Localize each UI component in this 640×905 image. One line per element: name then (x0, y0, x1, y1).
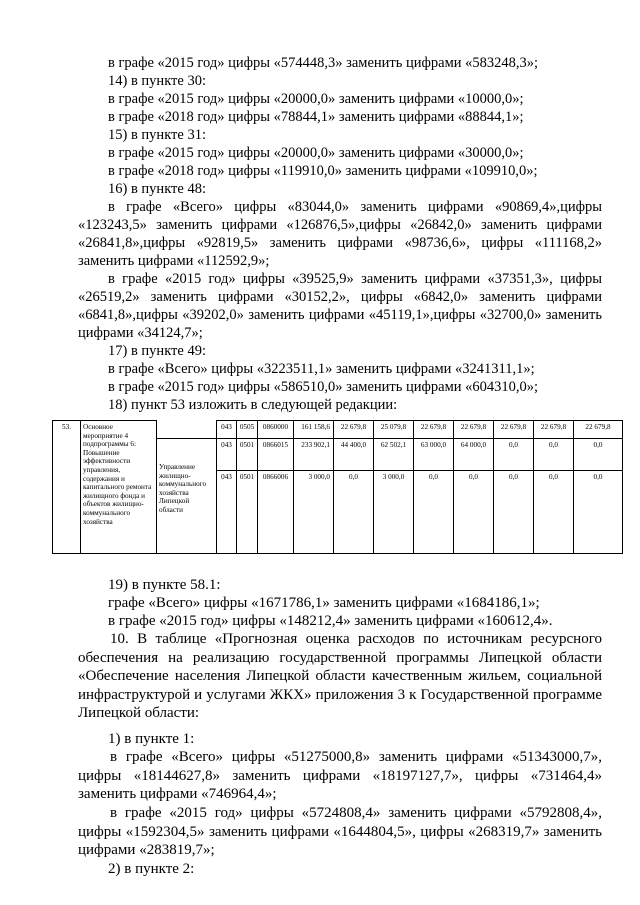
paragraph-item48-total: в графе «Всего» цифры «83044,0» заменить цифрами «90869,4»,цифры «123243,5» заменить цифрами «126876,5»,цифры «26842,0» заменить цифрами «26841,8»,цифры «92819,5» заменить цифрами «98736,6», цифры «111168,2» заменить цифрами «112592,9»; (78, 199, 602, 269)
table-cell: 0,0 (494, 439, 534, 471)
table-cell: 0,0 (574, 439, 623, 471)
table-cell: 25 079,8 (374, 421, 414, 439)
table-cell: 22 679,8 (334, 421, 374, 439)
table-cell: 0505 (237, 421, 258, 439)
table-cell: 0866006 (258, 470, 294, 553)
executor-cell: Управление жилищно-коммунального хозяйства Липецкой области (157, 439, 217, 554)
table-cell: 22 679,8 (414, 421, 454, 439)
text-line: 2) в пункте 2: (108, 861, 195, 877)
text-line: в графе «Всего» цифры «3223511,1» заменить цифрами «3241311,1»; (108, 361, 535, 377)
table-cell: 62 502,1 (374, 439, 414, 471)
table-cell: 0860000 (258, 421, 294, 439)
text-line: в графе «2018 год» цифры «78844,1» заменить цифрами «88844,1»; (108, 109, 524, 125)
table-cell: 64 000,0 (454, 439, 494, 471)
table-cell: 043 (217, 439, 237, 471)
text-line: 14) в пункте 30: (108, 73, 206, 89)
text-line: в графе «2015 год» цифры «148212,4» заменить цифрами «160612,4». (108, 613, 553, 629)
text-line: 16) в пункте 48: (108, 181, 206, 197)
section-10-paragraph: 10. В таблице «Прогнозная оценка расходов по источникам ресурсного обеспечения на реализацию государственной программы Липецкой области «Обеспечение населения Липецкой области качественным жильем, социальной инфраструктурой и услугами ЖКХ» приложения 3 к Государственной программе Липецкой области: (78, 631, 602, 722)
row-number-cell: 53. (53, 421, 81, 554)
table-cell: 161 158,6 (294, 421, 334, 439)
description-cell: Основное мероприятие 4 подпрограммы 6: Повышение эффективности управления, содержания и капитального ремонта жилищного фонда и объектов жилищно-коммунального хозяйства (81, 421, 157, 554)
text-line: 17) в пункте 49: (108, 343, 206, 359)
executor-spacer-cell (157, 421, 217, 439)
table-cell: 3 000,0 (374, 470, 414, 553)
table-cell: 043 (217, 470, 237, 553)
paragraph-item1-2015: в графе «2015 год» цифры «5724808,4» заменить цифрами «5792808,4», цифры «1592304,5» заменить цифрами «1644804,5», цифры «268319,7» заменить цифрами «283819,7»; (78, 805, 602, 859)
text-line: в графе «2015 год» цифры «20000,0» заменить цифрами «10000,0»; (108, 91, 524, 107)
text-line: графе «Всего» цифры «1671786,1» заменить цифрами «1684186,1»; (108, 595, 540, 611)
table-cell: 233 902,1 (294, 439, 334, 471)
paragraph-item48-2015: в графе «2015 год» цифры «39525,9» заменить цифрами «37351,3», цифры «26519,2» заменить цифрами «30152,2», цифры «6842,0» заменить цифрами «6841,8»,цифры «39202,0» заменить цифрами «45119,1»,цифры «32700,0» заменить цифрами «34124,7»; (78, 271, 602, 341)
table-cell: 0,0 (574, 470, 623, 553)
table-cell: 0501 (237, 470, 258, 553)
table-cell: 3 000,0 (294, 470, 334, 553)
table-cell: 44 400,0 (334, 439, 374, 471)
text-line: 1) в пункте 1: (108, 731, 195, 747)
text-line: в графе «2015 год» цифры «586510,0» заменить цифрами «604310,0»; (108, 379, 539, 395)
text-line: в графе «2018 год» цифры «119910,0» заменить цифрами «109910,0»; (108, 163, 538, 179)
table-cell: 0866015 (258, 439, 294, 471)
text-line: 15) в пункте 31: (108, 127, 206, 143)
table-cell: 22 679,8 (534, 421, 574, 439)
table-cell: 0,0 (494, 470, 534, 553)
text-line: в графе «2015 год» цифры «574448,3» заменить цифрами «583248,3»; (108, 55, 539, 71)
table-cell: 63 000,0 (414, 439, 454, 471)
text-line: в графе «2015 год» цифры «20000,0» заменить цифрами «30000,0»; (108, 145, 524, 161)
table-cell: 0,0 (534, 439, 574, 471)
text-line: 19) в пункте 58.1: (108, 577, 221, 593)
table-cell: 0501 (237, 439, 258, 471)
table-cell: 0,0 (534, 470, 574, 553)
table-cell: 0,0 (454, 470, 494, 553)
table-cell: 0,0 (414, 470, 454, 553)
item53-table (52, 420, 623, 554)
paragraph-item1-total: в графе «Всего» цифры «51275000,8» заменить цифрами «51343000,7», цифры «18144627,8» заменить цифрами «18197127,7», цифры «731464,4» заменить цифрами «746964,4»; (78, 749, 602, 803)
text-line: 18) пункт 53 изложить в следующей редакции: (108, 397, 398, 413)
table-cell: 22 679,8 (494, 421, 534, 439)
table-cell: 0,0 (334, 470, 374, 553)
table-cell: 043 (217, 421, 237, 439)
table-cell: 22 679,8 (454, 421, 494, 439)
table-cell: 22 679,8 (574, 421, 623, 439)
